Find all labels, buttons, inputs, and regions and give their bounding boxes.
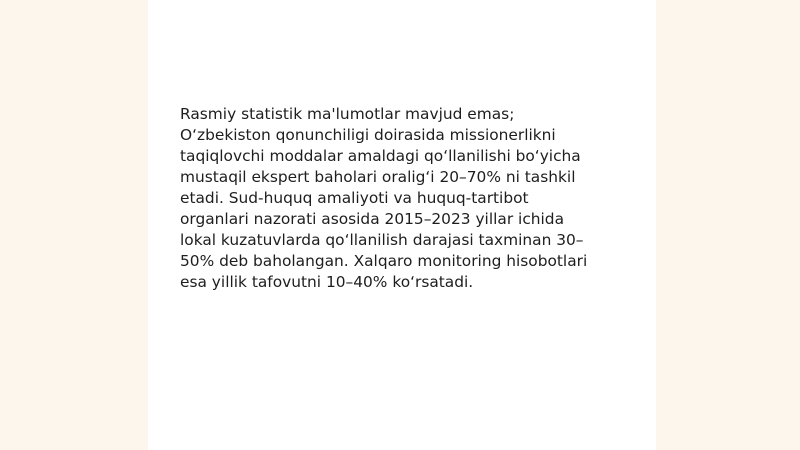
body-paragraph: Rasmiy statistik ma'lumotlar mavjud emas; O‘zbekiston qonunchiligi doirasida missionerlikni taqiqlovchi moddalar amaldagi qo‘llanilishi bo‘yicha mustaqil ekspert baholari oralig‘i 20–70% ni tashkil etadi. Sud-huquq amaliyoti va huquq-tartibot organlari nazorati asosida 2015–2023 yillar ichida lokal kuzatuvlarda qo‘llanilish darajasi taxminan 30– 50% deb baholangan. Xalqaro monitoring hisobotlari esa yillik tafovutni 10–40% ko‘rsatadi. — [180, 105, 588, 291]
